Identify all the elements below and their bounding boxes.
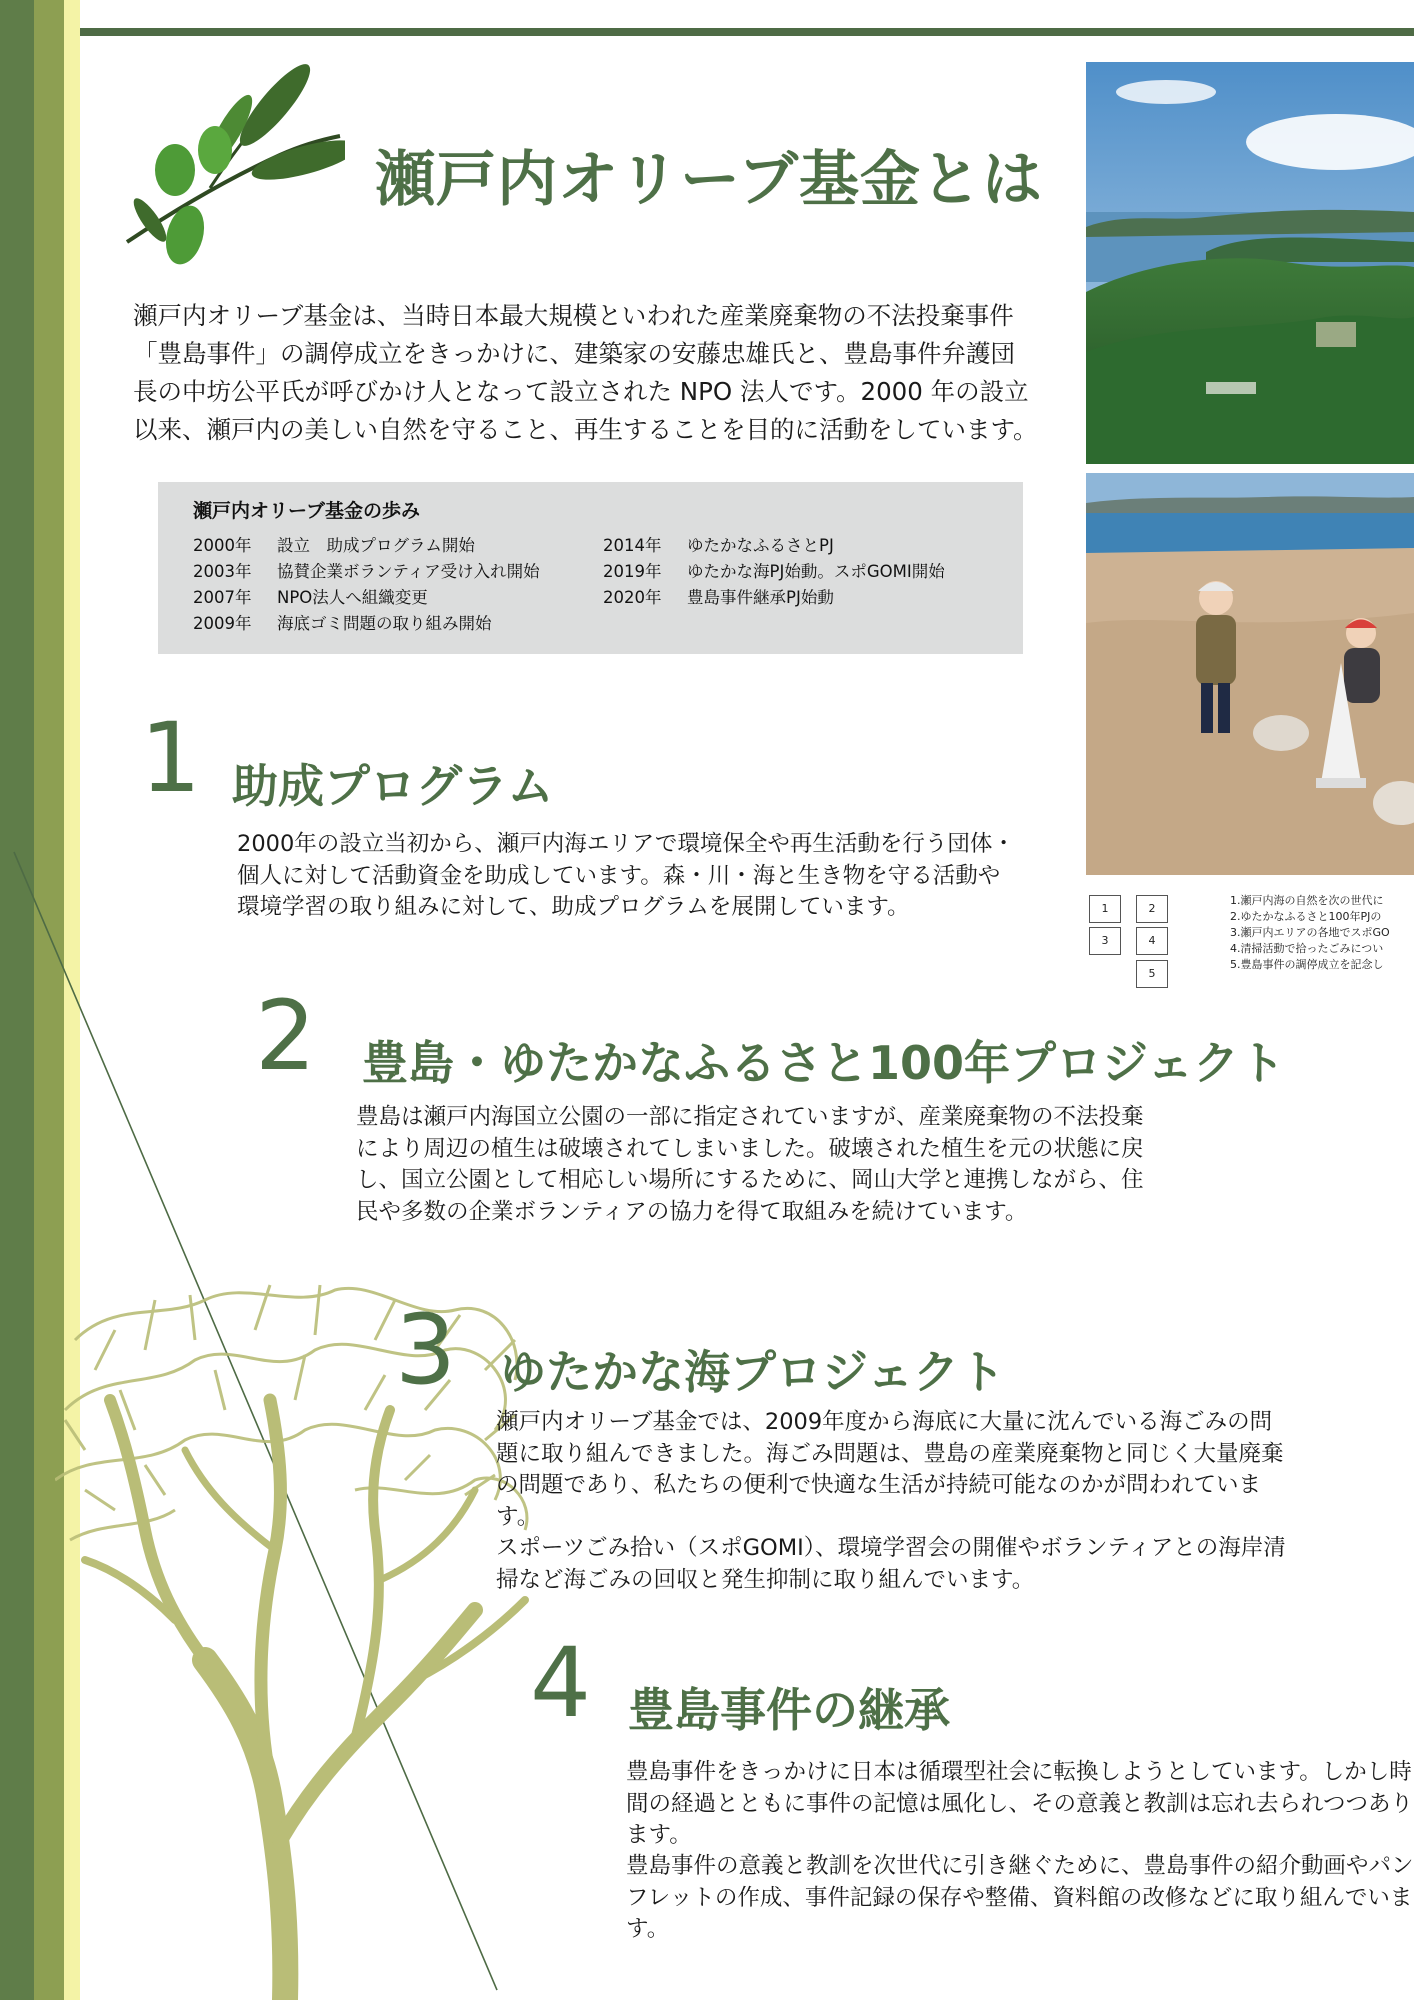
history-item: 2019年 ゆたかな海PJ始動。スポGOMI開始 xyxy=(603,562,945,581)
olive-branch-illustration xyxy=(115,60,345,290)
section-3-title: ゆたかな海プロジェクト xyxy=(500,1345,1006,1399)
section-4-title: 豊島事件の継承 xyxy=(628,1683,950,1737)
section-2-body: 豊島は瀬戸内海国立公園の一部に指定されていますが、産業廃棄物の不法投棄により周辺の植生は破壊されてしまいました。破壊された植生を元の状態に戻し、国立公園として相応しい場所にするために、岡山大学と連携しながら、住民や多数の企業ボランティアの協力を得て取組みを続けています。 xyxy=(356,1104,1144,1225)
section-2-title: 豊島・ゆたかなふるさと100年プロジェクト xyxy=(362,1036,1286,1090)
history-box xyxy=(158,482,1023,654)
olive-tree-illustration xyxy=(55,1280,575,2000)
section-4-number: 4 xyxy=(530,1627,592,1739)
section-1-body: 2000年の設立当初から、瀬戸内海エリアで環境保全や再生活動を行う団体・個人に対して活動資金を助成しています。森・川・海と生き物を守る活動や環境学習の取り組みに対して、助成プログラムを展開しています。 xyxy=(237,831,1015,920)
section-2-number: 2 xyxy=(255,980,317,1092)
photo-beach-cleanup xyxy=(1086,473,1414,875)
photo-island-landscape xyxy=(1086,62,1414,464)
child-figure-2 xyxy=(1344,618,1380,703)
history-item: 2007年 NPO法人へ組織変更 xyxy=(193,588,428,607)
history-item: 2014年 ゆたかなふるさとPJ xyxy=(603,536,834,555)
history-column-left xyxy=(193,533,540,637)
caption-item: 4.清掃活動で拾ったごみについ xyxy=(1230,942,1384,955)
section-3-body-2: スポーツごみ拾い（スポGOMI）、環境学習会の開催やボランティアとの海岸清掃など海ごみの回収と発生抑制に取り組んでいます。 xyxy=(496,1535,1286,1593)
caption-item: 1.瀬戸内海の自然を次の世代に xyxy=(1230,894,1384,907)
section-1-title: 助成プログラム xyxy=(232,759,554,813)
history-item: 2003年 協賛企業ボランティア受け入れ開始 xyxy=(193,562,540,581)
photo-index-5: 5 xyxy=(1136,960,1168,988)
section-1-number: 1 xyxy=(140,702,202,814)
section-3-number: 3 xyxy=(395,1294,457,1406)
section-3-body: 瀬戸内オリーブ基金では、2009年度から海底に大量に沈んでいる海ごみの問題に取り組んできました。海ごみ問題は、豊島の産業廃棄物と同じく大量廃棄の問題であり、私たちの便利で快適な生活が持続可能なのかが問われています。 xyxy=(496,1409,1284,1530)
page-title: 瀬戸内オリーブ基金とは xyxy=(375,145,1043,215)
caption-item: 2.ゆたかなふるさと100年PJの xyxy=(1230,910,1382,923)
history-title: 瀬戸内オリーブ基金の歩み xyxy=(193,500,421,522)
photo-index-3: 3 xyxy=(1089,927,1121,955)
intro-paragraph: 瀬戸内オリーブ基金は、当時日本最大規模といわれた産業廃棄物の不法投棄事件「豊島事件」の調停成立をきっかけに、建築家の安藤忠雄氏と、豊島事件弁護団長の中坊公平氏が呼びかけ人となって設立された NPO 法人です。2000 年の設立以来、瀬戸内の美しい自然を守ること、再生することを目的に活動をしています。 xyxy=(133,301,1038,444)
history-item: 2020年 豊島事件継承PJ始動 xyxy=(603,588,834,607)
photo-captions xyxy=(1230,893,1414,973)
photo-index-4: 4 xyxy=(1136,927,1168,955)
caption-item: 3.瀬戸内エリアの各地でスポGO xyxy=(1230,926,1390,939)
caption-item: 5.豊島事件の調停成立を記念し xyxy=(1230,958,1384,971)
history-item: 2009年 海底ゴミ問題の取り組み開始 xyxy=(193,614,492,633)
photo-index-2: 2 xyxy=(1136,895,1168,923)
photo-index-1: 1 xyxy=(1089,895,1121,923)
history-column-right xyxy=(603,533,945,611)
history-item: 2000年 設立 助成プログラム開始 xyxy=(193,536,475,555)
section-4-body-2: 豊島事件の意義と教訓を次世代に引き継ぐために、豊島事件の紹介動画やパンフレットの作成、事件記録の保存や整備、資料館の改修などに取り組んでいます。 xyxy=(626,1853,1414,1942)
section-4-body: 豊島事件をきっかけに日本は循環型社会に転換しようとしています。しかし時間の経過とともに事件の記憶は風化し、その意義と教訓は忘れ去られつつあります。 xyxy=(626,1759,1414,1848)
